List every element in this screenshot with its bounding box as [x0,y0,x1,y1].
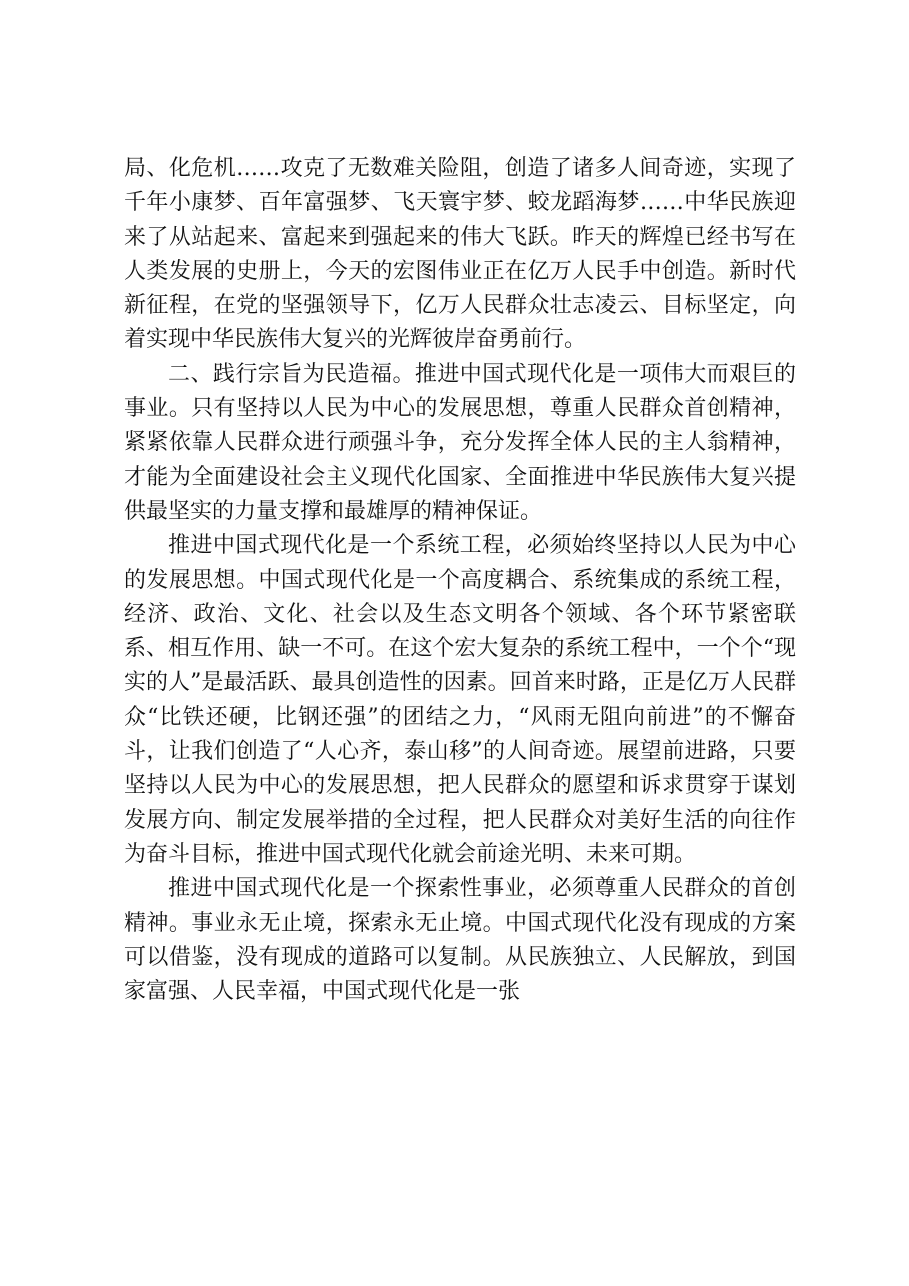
paragraph-1: 局、化危机……攻克了无数难关险阻，创造了诸多人间奇迹，实现了千年小康梦、百年富强梦、飞天寰宇梦、蛟龙蹈海梦……中华民族迎来了从站起来、富起来到强起来的伟大飞跃。昨天的辉煌已经书写在人类发展的史册上，今天的宏图伟业正在亿万人民手中创造。新时代新征程，在党的坚强领导下，亿万人民群众壮志凌云、目标坚定，向着实现中华民族伟大复兴的光辉彼岸奋勇前行。 [124,156,796,353]
paragraph-4: 推进中国式现代化是一个探索性事业，必须尊重人民群众的首创精神。事业永无止境，探索永无止境。中国式现代化没有现成的方案可以借鉴，没有现成的道路可以复制。从民族独立、人民解放，到国家富强、人民幸福，中国式现代化是一张 [124,876,796,1005]
paragraph-2: 二、践行宗旨为民造福。推进中国式现代化是一项伟大而艰巨的事业。只有坚持以人民为中心的发展思想，尊重人民群众首创精神，紧紧依靠人民群众进行顽强斗争，充分发挥全体人民的主人翁精神，才能为全面建设社会主义现代化国家、全面推进中华民族伟大复兴提供最坚实的力量支撑和最雄厚的精神保证。 [124,361,796,524]
document-body [124,152,796,1009]
paragraph-3: 推进中国式现代化是一个系统工程，必须始终坚持以人民为中心的发展思想。中国式现代化是一个高度耦合、系统集成的系统工程，经济、政治、文化、社会以及生态文明各个领域、各个环节紧密联系、相互作用、缺一不可。在这个宏大复杂的系统工程中，一个个“现实的人”是最活跃、最具创造性的因素。回首来时路，正是亿万人民群众“比铁还硬，比钢还强”的团结之力，“风雨无阻向前进”的不懈奋斗，让我们创造了“人心齐，泰山移”的人间奇迹。展望前进路，只要坚持以人民为中心的发展思想，把人民群众的愿望和诉求贯穿于谋划发展方向、制定发展举措的全过程，把人民群众对美好生活的向往作为奋斗目标，推进中国式现代化就会前途光明、未来可期。 [124,533,796,867]
